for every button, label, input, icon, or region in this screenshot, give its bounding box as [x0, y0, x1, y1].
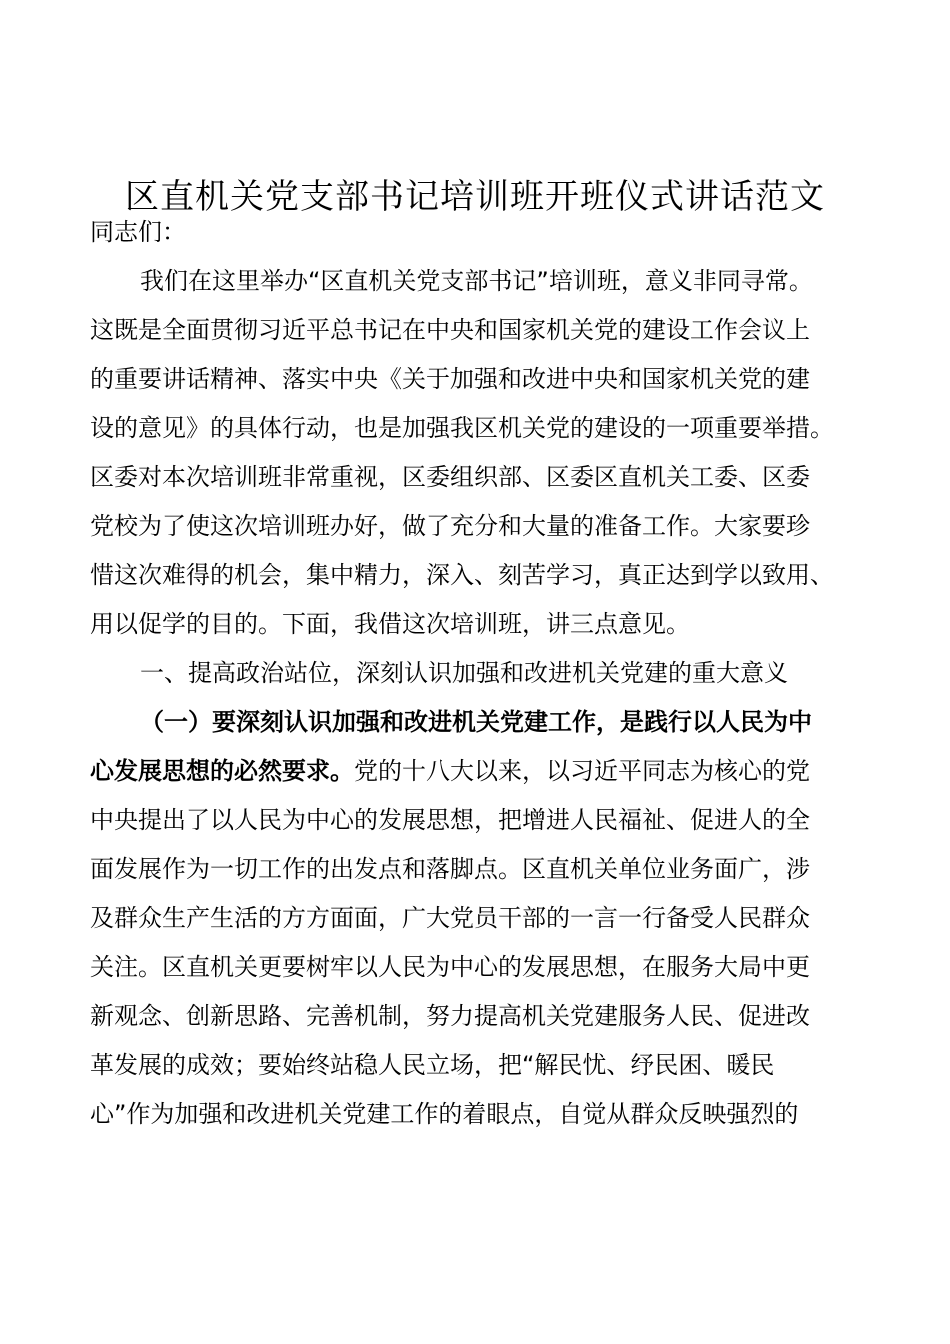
- paragraph-line: 的重要讲话精神、落实中央《关于加强和改进中央和国家机关党的建: [90, 365, 810, 393]
- paragraph-line: 中央提出了以人民为中心的发展思想，把增进人民福祉、促进人的全: [90, 806, 810, 834]
- paragraph-line: 党校为了使这次培训班办好，做了充分和大量的准备工作。大家要珍: [90, 512, 810, 540]
- paragraph-line: 这既是全面贯彻习近平总书记在中央和国家机关党的建设工作会议上: [90, 316, 810, 344]
- subsection-heading-continuation: 心发展思想的必然要求。: [90, 757, 354, 785]
- paragraph-line-mixed: [90, 747, 880, 796]
- paragraph-line: 设的意见》的具体行动，也是加强我区机关党的建设的一项重要举措。: [90, 414, 834, 442]
- paragraph-line: 关注。区直机关更要树牢以人民为中心的发展思想，在服务大局中更: [90, 953, 810, 981]
- paragraph-line: 新观念、创新思路、完善机制，努力提高机关党建服务人民、促进改: [90, 1002, 810, 1030]
- paragraph-line: 区委对本次培训班非常重视，区委组织部、区委区直机关工委、区委: [90, 463, 810, 491]
- paragraph-text: 党的十八大以来，以习近平同志为核心的党: [354, 757, 810, 785]
- subsection-heading: （一）要深刻认识加强和改进机关党建工作，是践行以人民为中: [140, 708, 812, 736]
- document-title: 区直机关党支部书记培训班开班仪式讲话范文: [125, 177, 825, 217]
- paragraph-line: 革发展的成效；要始终站稳人民立场，把“解民忧、纾民困、暖民: [90, 1051, 775, 1079]
- document-body: [90, 208, 880, 1139]
- salutation: 同志们：: [90, 218, 186, 246]
- section-heading: 一、提高政治站位，深刻认识加强和改进机关党建的重大意义: [140, 659, 788, 687]
- paragraph-line: 心”作为加强和改进机关党建工作的着眼点，自觉从群众反映强烈的: [90, 1100, 799, 1128]
- paragraph-line: 惜这次难得的机会，集中精力，深入、刻苦学习，真正达到学以致用、: [90, 561, 834, 589]
- paragraph-line: 我们在这里举办“区直机关党支部书记”培训班，意义非同寻常。: [140, 267, 813, 295]
- paragraph-line: 面发展作为一切工作的出发点和落脚点。区直机关单位业务面广，涉: [90, 855, 810, 883]
- paragraph-line: 及群众生产生活的方方面面，广大党员干部的一言一行备受人民群众: [90, 904, 810, 932]
- paragraph-line: 用以促学的目的。下面，我借这次培训班，讲三点意见。: [90, 610, 690, 638]
